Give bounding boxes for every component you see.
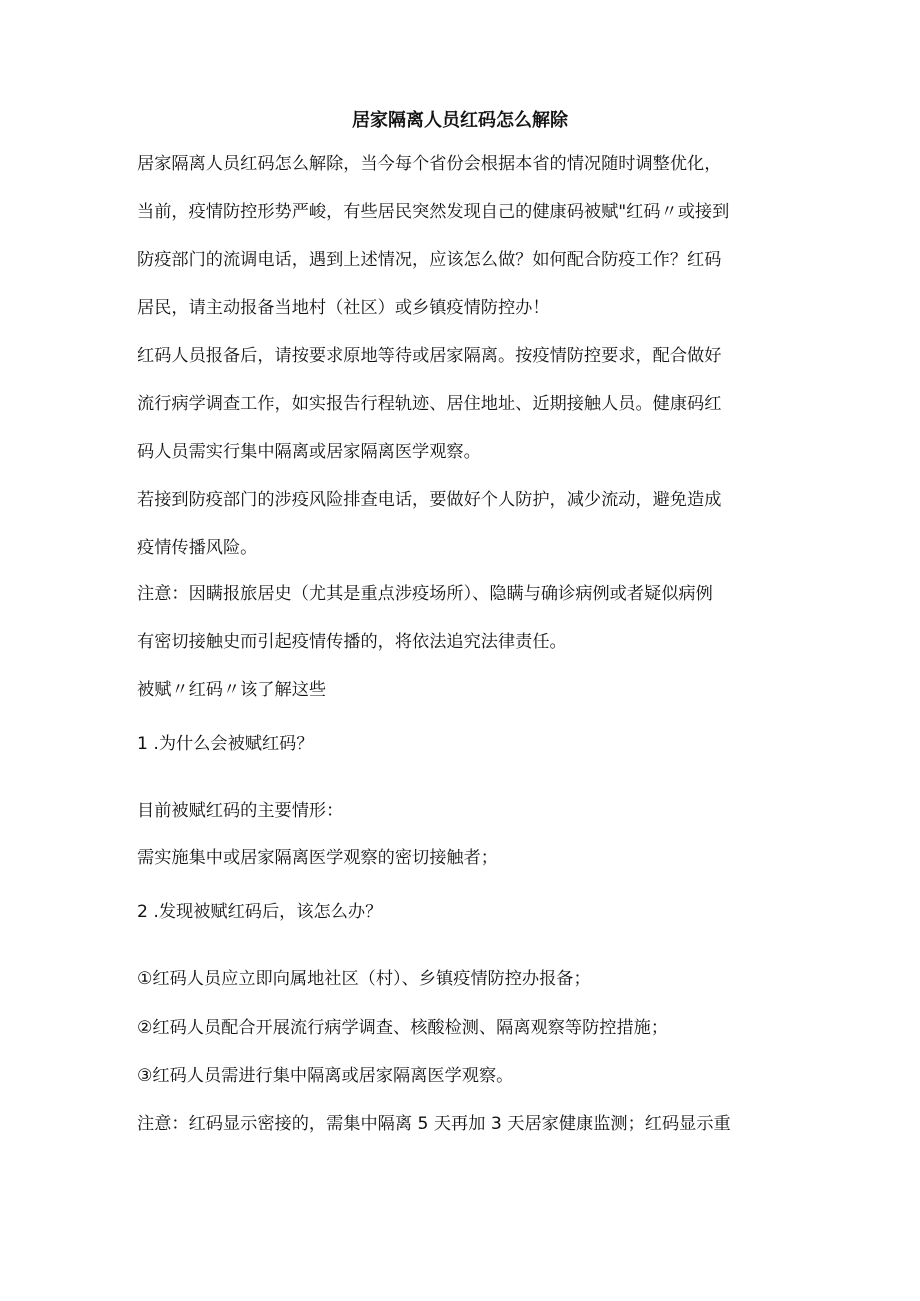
paragraph-line: 若接到防疫部门的涉疫风险排查电话，要做好个人防护，减少流动，避免造成 [137,490,722,510]
list-item: ③红码人员需进行集中隔离或居家隔离医学观察。 [137,1066,514,1086]
list-item: ①红码人员应立即向属地社区（村）、乡镇疫情防控办报备； [137,969,591,989]
paragraph-line: 注意：因瞒报旅居史（尤其是重点涉疫场所）、隐瞒与确诊病例或者疑似病例 [137,584,713,604]
paragraph-line: 目前被赋红码的主要情形： [137,801,344,821]
paragraph-line: 需实施集中或居家隔离医学观察的密切接触者； [137,848,498,868]
section-heading: 被赋〃红码〃该了解这些 [137,680,327,700]
document-title: 居家隔离人员红码怎么解除 [352,110,568,131]
question-heading: 2 .发现被赋红码后，该怎么办？ [137,902,383,922]
paragraph-line: 当前，疫情防控形势严峻，有些居民突然发现自己的健康码被赋"红码〃或接到 [137,202,730,222]
paragraph-line: 有密切接触史而引起疫情传播的，将依法追究法律责任。 [137,632,567,652]
paragraph-line: 流行病学调查工作，如实报告行程轨迹、居住地址、近期接触人员。健康码红 [137,394,722,414]
paragraph-line: 防疫部门的流调电话，遇到上述情况，应该怎么做？如何配合防疫工作？红码 [137,250,722,270]
paragraph-line: 疫情传播风险。 [137,538,258,558]
question-heading: 1 .为什么会被赋红码？ [137,734,314,754]
paragraph-line: 居民，请主动报备当地村（社区）或乡镇疫情防控办！ [137,298,550,318]
paragraph-line: 码人员需实行集中隔离或居家隔离医学观察。 [137,442,481,462]
paragraph-line: 注意：红码显示密接的，需集中隔离 5 天再加 3 天居家健康监测；红码显示重 [137,1114,731,1134]
paragraph-line: 红码人员报备后，请按要求原地等待或居家隔离。按疫情防控要求，配合做好 [137,346,722,366]
list-item: ②红码人员配合开展流行病学调查、核酸检测、隔离观察等防控措施； [137,1018,669,1038]
paragraph-line: 居家隔离人员红码怎么解除，当今每个省份会根据本省的情况随时调整优化， [137,154,722,174]
